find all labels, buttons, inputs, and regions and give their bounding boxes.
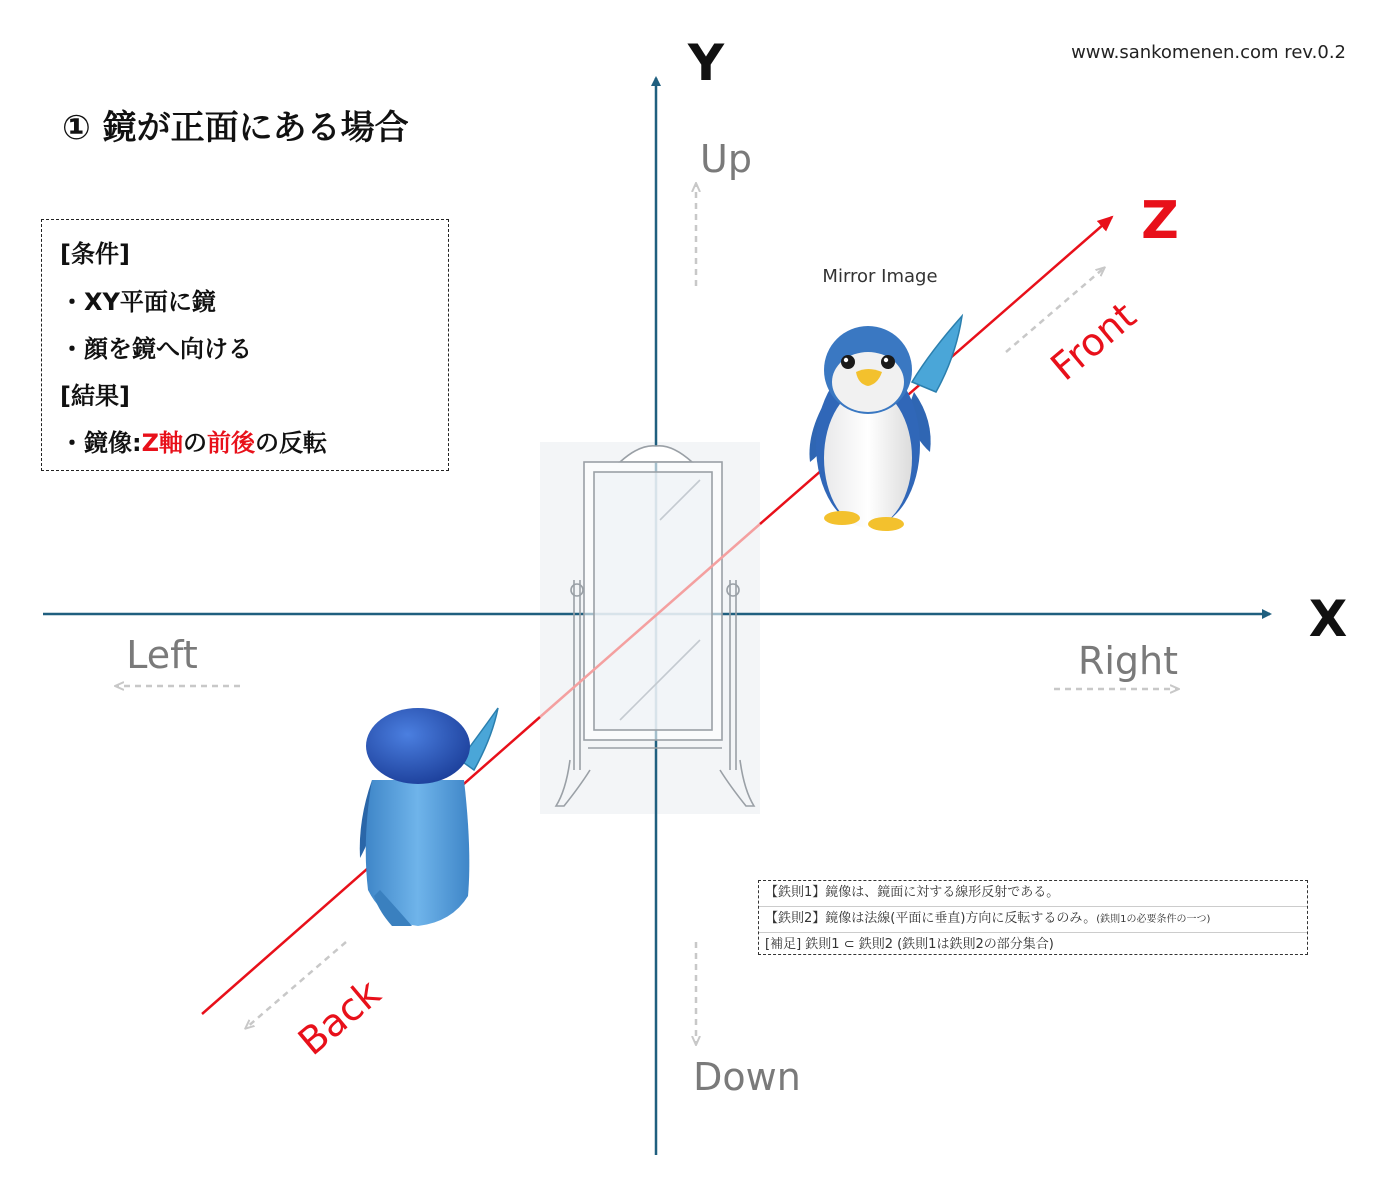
x-axis-label: X: [1308, 590, 1348, 648]
rule-1: 【鉄則1】鏡像は、鏡面に対する線形反射である。: [759, 881, 1307, 907]
right-label: Right: [1077, 639, 1179, 683]
rules-box: [758, 880, 1308, 955]
result-axis: Z軸: [141, 429, 184, 457]
result-prefix: ・鏡像:: [60, 429, 142, 457]
rule-2: [759, 907, 1307, 933]
condition-item-face: ・顔を鏡へ向ける: [60, 335, 252, 363]
up-label: Up: [700, 137, 752, 181]
conditions-header: [条件]: [60, 240, 130, 268]
back-label: Back: [289, 970, 389, 1064]
rule-2-text: 【鉄則2】鏡像は法線(平面に垂直)方向に反転するのみ。: [765, 911, 1097, 926]
front-label: Front: [1042, 293, 1145, 389]
result-mid: の: [183, 429, 208, 457]
y-axis-label: Y: [687, 34, 725, 92]
down-label: Down: [693, 1055, 801, 1099]
rule-2-note: (鉄則1の必要条件の一つ): [1096, 914, 1211, 925]
result-header: [結果]: [60, 382, 130, 410]
condition-item-plane: ・XY平面に鏡: [60, 288, 216, 316]
left-label: Left: [126, 633, 198, 677]
result-line: [60, 423, 327, 458]
conditions-box: [41, 219, 449, 471]
mirror-image-label: Mirror Image: [822, 266, 938, 287]
result-suffix: の反転: [255, 429, 328, 457]
result-direction: 前後: [207, 429, 256, 457]
rule-note: [補足] 鉄則1 ⊂ 鉄則2 (鉄則1は鉄則2の部分集合): [765, 937, 1054, 952]
site-url: www.sankomenen.com rev.0.2: [1071, 42, 1346, 63]
real-penguin-back-view: [360, 708, 498, 926]
z-axis-label: Z: [1141, 191, 1179, 251]
page-title: ① 鏡が正面にある場合: [62, 108, 409, 148]
mirror-penguin-image: [809, 316, 962, 531]
